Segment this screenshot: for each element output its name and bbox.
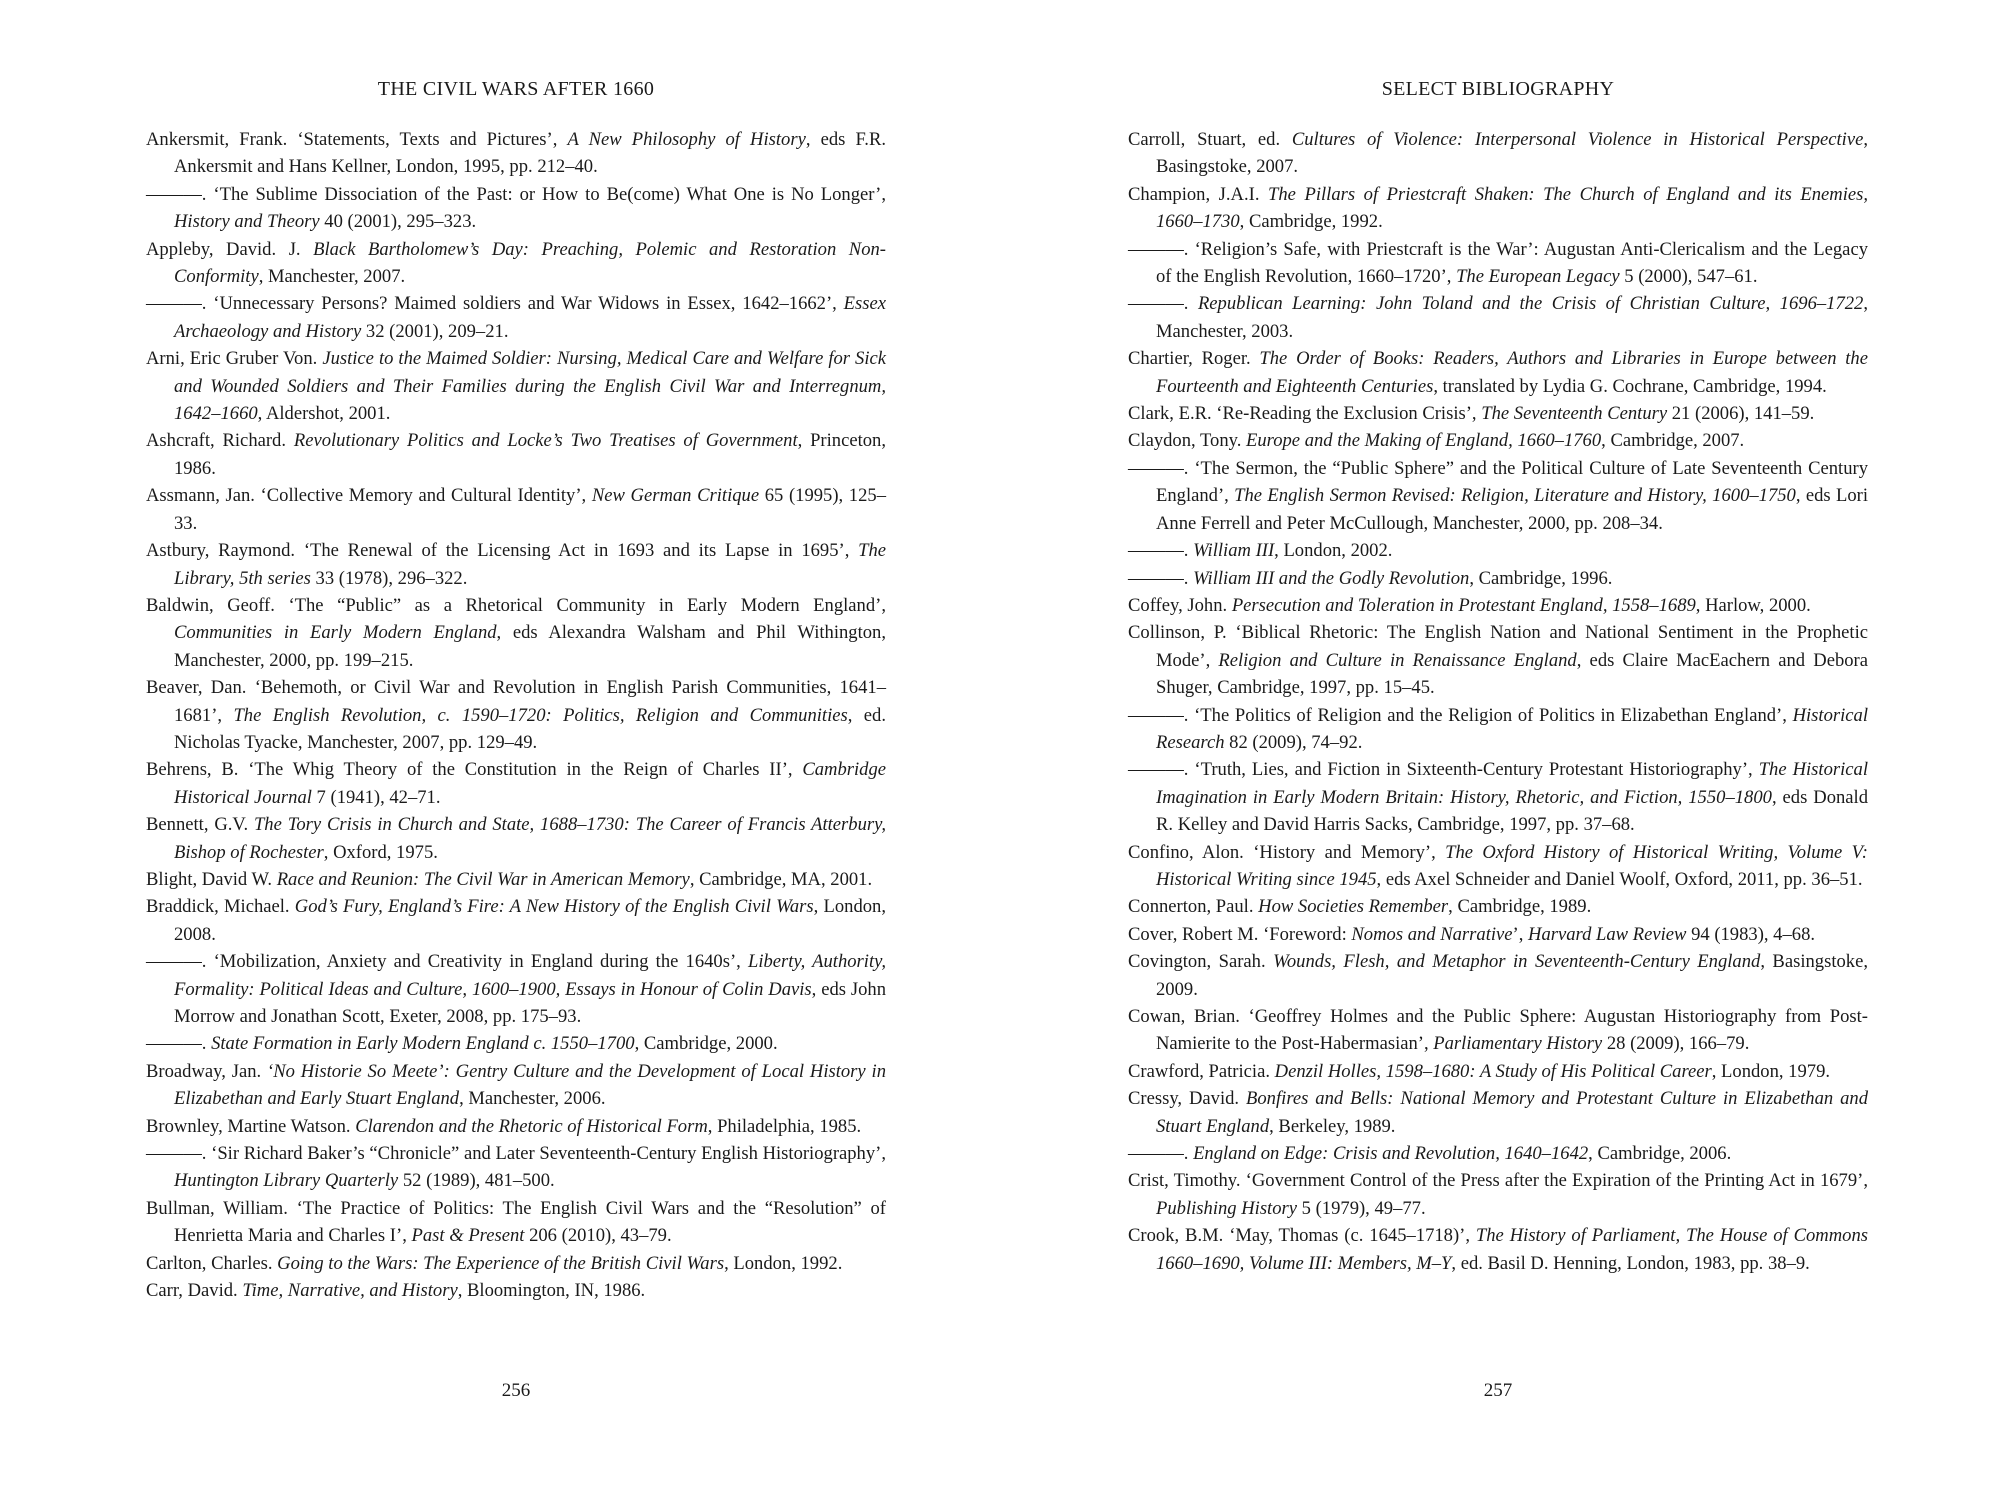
entry-text: Baldwin, Geoff. ‘The “Public” as a Rhetorical Community in Early Modern England’, [146, 594, 886, 616]
entry-text: Connerton, Paul. [1128, 896, 1259, 918]
entry-text: , ed. Basil D. Henning, London, 1983, pp. 38–9. [1451, 1252, 1810, 1274]
entry-title-italic: The English Sermon Revised: Religion, Literature and History, 1600–1750 [1234, 485, 1796, 507]
bibliography-entry [1128, 126, 1868, 181]
entry-text: Carr, David. [146, 1280, 243, 1302]
bibliography-entry [146, 1250, 886, 1277]
entry-text: 28 (2009), 166–79. [1602, 1033, 1750, 1055]
entry-text: , Cambridge, 1989. [1448, 896, 1592, 918]
entry-title-italic: The Library, 5th series [174, 540, 886, 589]
entry-text: 21 (2006), 141–59. [1667, 403, 1815, 425]
entry-title-italic: Harvard Law Review [1528, 923, 1687, 945]
entry-text: ———. [146, 1033, 212, 1055]
entry-title-italic: Going to the Wars: The Experience of the British Civil Wars [277, 1252, 725, 1274]
entry-text: 65 (1995), 125–33. [174, 485, 886, 534]
entry-title-italic: Persecution and Toleration in Protestant England, 1558–1689 [1231, 594, 1696, 616]
entry-text: 82 (2009), 74–92. [1224, 731, 1363, 753]
entry-text: Arni, Eric Gruber Von. [146, 348, 323, 370]
entry-text: Bennett, G.V. [146, 814, 254, 836]
entry-title-italic: Bonfires and Bells: National Memory and Protestant Culture in Elizabethan and Stuart England [1156, 1088, 1868, 1137]
entry-text: Crist, Timothy. ‘Government Control of the Press after the Expiration of the Printing Act in 1679’, [1128, 1170, 1868, 1192]
entry-text: ———. ‘The Sermon, the “Public Sphere” and the Political Culture of Late Seventeenth Century England’, [1128, 457, 1868, 507]
entry-title-italic: The Oxford History of Historical Writing, Volume V: Historical Writing since 1945 [1156, 841, 1868, 890]
entry-title-italic: Republican Learning: John Toland and the Crisis of Christian Culture, 1696–1722 [1197, 293, 1864, 315]
entry-title-italic: Black Bartholomew’s Day: Preaching, Polemic and Restoration Non-Conformity [174, 238, 886, 288]
bibliography-entry [146, 1030, 886, 1057]
entry-text: Confino, Alon. ‘History and Memory’, [1128, 841, 1446, 863]
bibliography-entry [146, 592, 886, 674]
entry-text: 7 (1941), 42–71. [311, 786, 441, 808]
bibliography-entry [1128, 455, 1868, 537]
bibliography-entry [1128, 345, 1868, 400]
entry-title-italic: Religion and Culture in Renaissance England [1218, 649, 1577, 671]
bibliography-entry [146, 1140, 886, 1195]
entry-title-italic: Communities in Early Modern England [174, 622, 497, 644]
bibliography-entry [1128, 1167, 1868, 1222]
entry-text: , Harlow, 2000. [1695, 594, 1811, 616]
entry-text: Collinson, P. ‘Biblical Rhetoric: The English Nation and National Sentiment in the Prophetic Mode’, [1128, 622, 1868, 671]
bibliography-entry [146, 345, 886, 427]
entry-text: , Cambridge, 1996. [1469, 567, 1613, 589]
entry-title-italic: The Seventeenth Century [1481, 403, 1668, 425]
entry-text: , Cambridge, 2000. [634, 1033, 778, 1055]
bibliography-entry [1128, 1222, 1868, 1277]
entry-title-italic: Parliamentary History [1433, 1033, 1603, 1055]
entry-title-italic: The Historical Imagination in Early Modern Britain: History, Rhetoric, and Fiction, 1550–1800 [1156, 759, 1868, 808]
entry-text: Blight, David W. [146, 868, 277, 890]
entry-text: , Manchester, 2003. [1156, 293, 1869, 342]
entry-title-italic: Revolutionary Politics and Locke’s Two Treatises of Government [293, 430, 798, 452]
entry-text: 94 (1983), 4–68. [1686, 923, 1816, 945]
entry-text: ———. [1128, 540, 1194, 562]
entry-text: Carlton, Charles. [146, 1252, 278, 1274]
entry-title-italic: Past & Present [411, 1225, 525, 1247]
entry-title-italic: Liberty, Authority, Formality: Political Ideas and Culture, 1600–1900, Essays in Honour of Colin Davis [174, 951, 887, 1000]
entry-text: Brownley, Martine Watson. [146, 1115, 356, 1137]
bibliography-entry [1128, 400, 1868, 427]
entry-text: Assmann, Jan. ‘Collective Memory and Cultural Identity’, [146, 485, 592, 507]
entry-text: , ed. Nicholas Tyacke, Manchester, 2007, pp. 129–49. [174, 704, 886, 753]
entry-text: Coffey, John. [1128, 594, 1232, 616]
entry-title-italic: William III [1193, 540, 1275, 562]
entry-text: ———. ‘The Sublime Dissociation of the Past: or How to Be(come) What One is No Longer’, [146, 183, 886, 205]
bibliography-entry [146, 1277, 886, 1304]
entry-title-italic: Historical Research [1156, 704, 1868, 753]
bibliography-entry [1128, 1140, 1868, 1167]
entry-text: 5 (2000), 547–61. [1619, 266, 1758, 288]
entry-text: ———. ‘The Politics of Religion and the Religion of Politics in Elizabethan England’, [1128, 704, 1793, 726]
entry-title-italic: ‘No Historie So Meete’: Gentry Culture and the Development of Local History in Elizabethan and Early Stuart England [174, 1060, 886, 1110]
entry-title-italic: New German Critique [591, 485, 760, 507]
entry-title-italic: Europe and the Making of England, 1660–1760 [1246, 430, 1602, 452]
bibliography-entry [146, 427, 886, 482]
entry-text: , Cambridge, MA, 2001. [689, 868, 873, 890]
bibliography-entry [1128, 537, 1868, 564]
entry-title-italic: Wounds, Flesh, and Metaphor in Seventeenth-Century England [1273, 951, 1761, 973]
bibliography-entry [146, 674, 886, 756]
entry-title-italic: Denzil Holles, 1598–1680: A Study of His Political Career [1274, 1060, 1712, 1082]
bibliography-entry [146, 1195, 886, 1250]
entry-text: , eds Axel Schneider and Daniel Woolf, Oxford, 2011, pp. 36–51. [1376, 868, 1863, 890]
left-page [146, 0, 886, 1500]
entry-text: Ashcraft, Richard. [146, 430, 294, 452]
entry-text: , eds John Morrow and Jonathan Scott, Exeter, 2008, pp. 175–93. [174, 978, 886, 1027]
entry-text: 5 (1979), 49–77. [1297, 1197, 1426, 1219]
entry-text: , Manchester, 2006. [459, 1088, 606, 1110]
running-head: SELECT BIBLIOGRAPHY [1381, 78, 1615, 100]
entry-text: ’, [1512, 923, 1529, 945]
entry-text: , Princeton, 1986. [174, 430, 886, 479]
entry-title-italic: William III and the Godly Revolution [1193, 567, 1470, 589]
entry-text: Appleby, David. J. [146, 238, 314, 260]
bibliography-entry [146, 756, 886, 811]
entry-text: , Basingstoke, 2009. [1156, 951, 1868, 1000]
entry-text: 32 (2001), 209–21. [361, 320, 509, 342]
entry-text: ———. ‘Unnecessary Persons? Maimed soldiers and War Widows in Essex, 1642–1662’, [146, 293, 844, 315]
bibliography-entry [1128, 948, 1868, 1003]
bibliography-entry [1128, 1085, 1868, 1140]
entry-title-italic: God’s Fury, England’s Fire: A New History of the English Civil Wars [294, 896, 814, 918]
bibliography-entry [1128, 592, 1868, 619]
entry-text: 40 (2001), 295–323. [319, 211, 477, 233]
bibliography-entry [146, 181, 886, 236]
bibliography-entry [1128, 290, 1868, 345]
entry-text: Clark, E.R. ‘Re-Reading the Exclusion Crisis’, [1128, 403, 1482, 425]
entry-title-italic: Time, Narrative, and History [242, 1280, 458, 1302]
entry-title-italic: Cambridge Historical Journal [174, 759, 886, 808]
bibliography-entry [1128, 839, 1868, 894]
entry-text: Chartier, Roger. [1128, 348, 1260, 370]
entry-text: Broadway, Jan. [146, 1060, 267, 1082]
entry-title-italic: History and Theory [174, 211, 320, 233]
entry-text: ———. ‘Truth, Lies, and Fiction in Sixteenth-Century Protestant Historiography’, [1128, 759, 1759, 781]
entry-text: , London, 2002. [1274, 540, 1393, 562]
entry-text: Crook, B.M. ‘May, Thomas (c. 1645–1718)’, [1128, 1225, 1476, 1247]
entry-title-italic: Race and Reunion: The Civil War in American Memory [276, 868, 690, 890]
bibliography-entry [146, 1058, 886, 1113]
bibliography-entry [1128, 921, 1868, 948]
entry-text: Beaver, Dan. ‘Behemoth, or Civil War and Revolution in English Parish Communities, 1641–1681’, [146, 677, 886, 726]
entry-title-italic: Clarendon and the Rhetoric of Historical Form [355, 1115, 708, 1137]
running-head: THE CIVIL WARS AFTER 1660 [377, 78, 655, 100]
entry-title-italic: A New Philosophy of History [567, 129, 806, 150]
bibliography-entry [146, 126, 886, 181]
entry-title-italic: How Societies Remember [1258, 896, 1449, 918]
entry-text: ———. [1128, 1143, 1194, 1165]
bibliography-entry [146, 1113, 886, 1140]
entry-text: Carroll, Stuart, ed. [1128, 129, 1292, 150]
entry-title-italic: The English Revolution, c. 1590–1720: Politics, Religion and Communities [233, 704, 848, 726]
bibliography-list [1128, 126, 1868, 1277]
entry-text: , Berkeley, 1989. [1269, 1115, 1396, 1137]
page-number: 257 [1483, 1380, 1513, 1401]
bibliography-entry [1128, 893, 1868, 920]
bibliography-entry [146, 866, 886, 893]
bibliography-entry [1128, 756, 1868, 838]
entry-text: , London, 1992. [724, 1252, 843, 1274]
bibliography-entry [146, 482, 886, 537]
entry-text: , Oxford, 1975. [323, 841, 438, 863]
entry-text: ———. ‘Religion’s Safe, with Priestcraft is the War’: Augustan Anti-Clericalism and the Legacy of the English Revolution, 1660–1720’, [1128, 238, 1868, 288]
bibliography-entry [146, 236, 886, 291]
entry-title-italic: Justice to the Maimed Soldier: Nursing, Medical Care and Welfare for Sick and Wounded Soldiers and Their Families during the English Civil War and Interregnum, 1642–1660 [174, 348, 886, 425]
bibliography-entry [1128, 1058, 1868, 1085]
entry-text: ———. ‘Mobilization, Anxiety and Creativity in England during the 1640s’, [146, 951, 748, 973]
bibliography-entry [1128, 427, 1868, 454]
entry-text: ———. ‘Sir Richard Baker’s “Chronicle” and Later Seventeenth-Century English Historiography’, [146, 1143, 886, 1165]
bibliography-entry [1128, 1003, 1868, 1058]
entry-text: Cressy, David. [1128, 1088, 1247, 1110]
entry-text: 33 (1978), 296–322. [310, 567, 468, 589]
entry-title-italic: Essex Archaeology and History [174, 293, 886, 342]
entry-title-italic: Huntington Library Quarterly [174, 1170, 399, 1192]
entry-text: , Cambridge, 2007. [1601, 430, 1745, 452]
bibliography-entry [1128, 702, 1868, 757]
entry-title-italic: The Tory Crisis in Church and State, 1688–1730: The Career of Francis Atterbury, Bishop of Rochester [174, 814, 886, 863]
bibliography-entry [1128, 565, 1868, 592]
entry-text: , Philadelphia, 1985. [707, 1115, 862, 1137]
right-page [1128, 0, 1868, 1500]
page-number: 256 [501, 1380, 531, 1401]
entry-text: Crawford, Patricia. [1128, 1060, 1275, 1082]
entry-text: , eds Lori Anne Ferrell and Peter McCullough, Manchester, 2000, pp. 208–34. [1156, 485, 1869, 534]
entry-text: 52 (1989), 481–500. [398, 1170, 555, 1192]
entry-text: , Basingstoke, 2007. [1156, 129, 1868, 178]
entry-title-italic: The Order of Books: Readers, Authors and Libraries in Europe between the Fourteenth and Eighteenth Centuries [1156, 348, 1868, 397]
entry-text: ———. [1128, 293, 1198, 315]
entry-text: 206 (2010), 43–79. [524, 1225, 672, 1247]
entry-text: , Bloomington, IN, 1986. [457, 1280, 646, 1302]
entry-title-italic: The European Legacy [1456, 266, 1620, 288]
entry-text: , eds F.R. Ankersmit and Hans Kellner, London, 1995, pp. 212–40. [174, 129, 887, 178]
entry-text: , eds Claire MacEachern and Debora Shuger, Cambridge, 1997, pp. 15–45. [1156, 649, 1868, 699]
entry-text: Astbury, Raymond. ‘The Renewal of the Licensing Act in 1693 and its Lapse in 1695’, [146, 540, 859, 562]
entry-text: , translated by Lydia G. Cochrane, Cambridge, 1994. [1433, 375, 1827, 397]
entry-title-italic: The Pillars of Priestcraft Shaken: The Church of England and its Enemies, 1660–1730 [1156, 183, 1869, 233]
entry-text: Cover, Robert M. ‘Foreword: [1128, 923, 1352, 945]
entry-text: ———. [1128, 567, 1194, 589]
bibliography-entry [1128, 236, 1868, 291]
entry-text: , Aldershot, 2001. [257, 403, 391, 425]
entry-text: Claydon, Tony. [1128, 430, 1247, 452]
entry-title-italic: Nomos and Narrative [1351, 923, 1513, 945]
bibliography-entry [146, 537, 886, 592]
bibliography-entry [146, 811, 886, 866]
bibliography-list [146, 126, 886, 1304]
entry-text: , Manchester, 2007. [258, 266, 406, 288]
entry-text: , London, 2008. [174, 896, 887, 945]
entry-text: Behrens, B. ‘The Whig Theory of the Constitution in the Reign of Charles II’, [146, 759, 803, 781]
entry-text: , eds Alexandra Walsham and Phil Withington, Manchester, 2000, pp. 199–215. [174, 622, 886, 671]
entry-text: Bullman, William. ‘The Practice of Politics: The English Civil Wars and the “Resolution” of Henrietta Maria and Charles I’, [146, 1197, 886, 1247]
entry-text: Covington, Sarah. [1128, 951, 1274, 973]
entry-text: Braddick, Michael. [146, 896, 295, 918]
entry-title-italic: England on Edge: Crisis and Revolution, 1640–1642 [1193, 1143, 1589, 1165]
entry-title-italic: Publishing History [1156, 1197, 1298, 1219]
entry-text: , eds Donald R. Kelley and David Harris Sacks, Cambridge, 1997, pp. 37–68. [1156, 786, 1869, 836]
entry-text: , London, 1979. [1711, 1060, 1831, 1082]
bibliography-entry [1128, 619, 1868, 701]
bibliography-entry [146, 948, 886, 1030]
entry-text: Cowan, Brian. ‘Geoffrey Holmes and the Public Sphere: Augustan Historiography from Post-Namierite to the Post-Habermasian’, [1128, 1006, 1868, 1055]
entry-title-italic: The History of Parliament, The House of Commons 1660–1690, Volume III: Members, M–Y [1156, 1225, 1868, 1274]
entry-text: , Cambridge, 1992. [1239, 211, 1383, 233]
bibliography-entry [1128, 181, 1868, 236]
entry-text: , Cambridge, 2006. [1588, 1143, 1732, 1165]
bibliography-entry [146, 893, 886, 948]
entry-text: Champion, J.A.I. [1128, 183, 1269, 205]
bibliography-entry [146, 290, 886, 345]
entry-title-italic: Cultures of Violence: Interpersonal Violence in Historical Perspective [1291, 129, 1864, 150]
entry-text: Ankersmit, Frank. ‘Statements, Texts and Pictures’, [146, 129, 568, 150]
entry-title-italic: State Formation in Early Modern England c. 1550–1700 [211, 1033, 635, 1055]
